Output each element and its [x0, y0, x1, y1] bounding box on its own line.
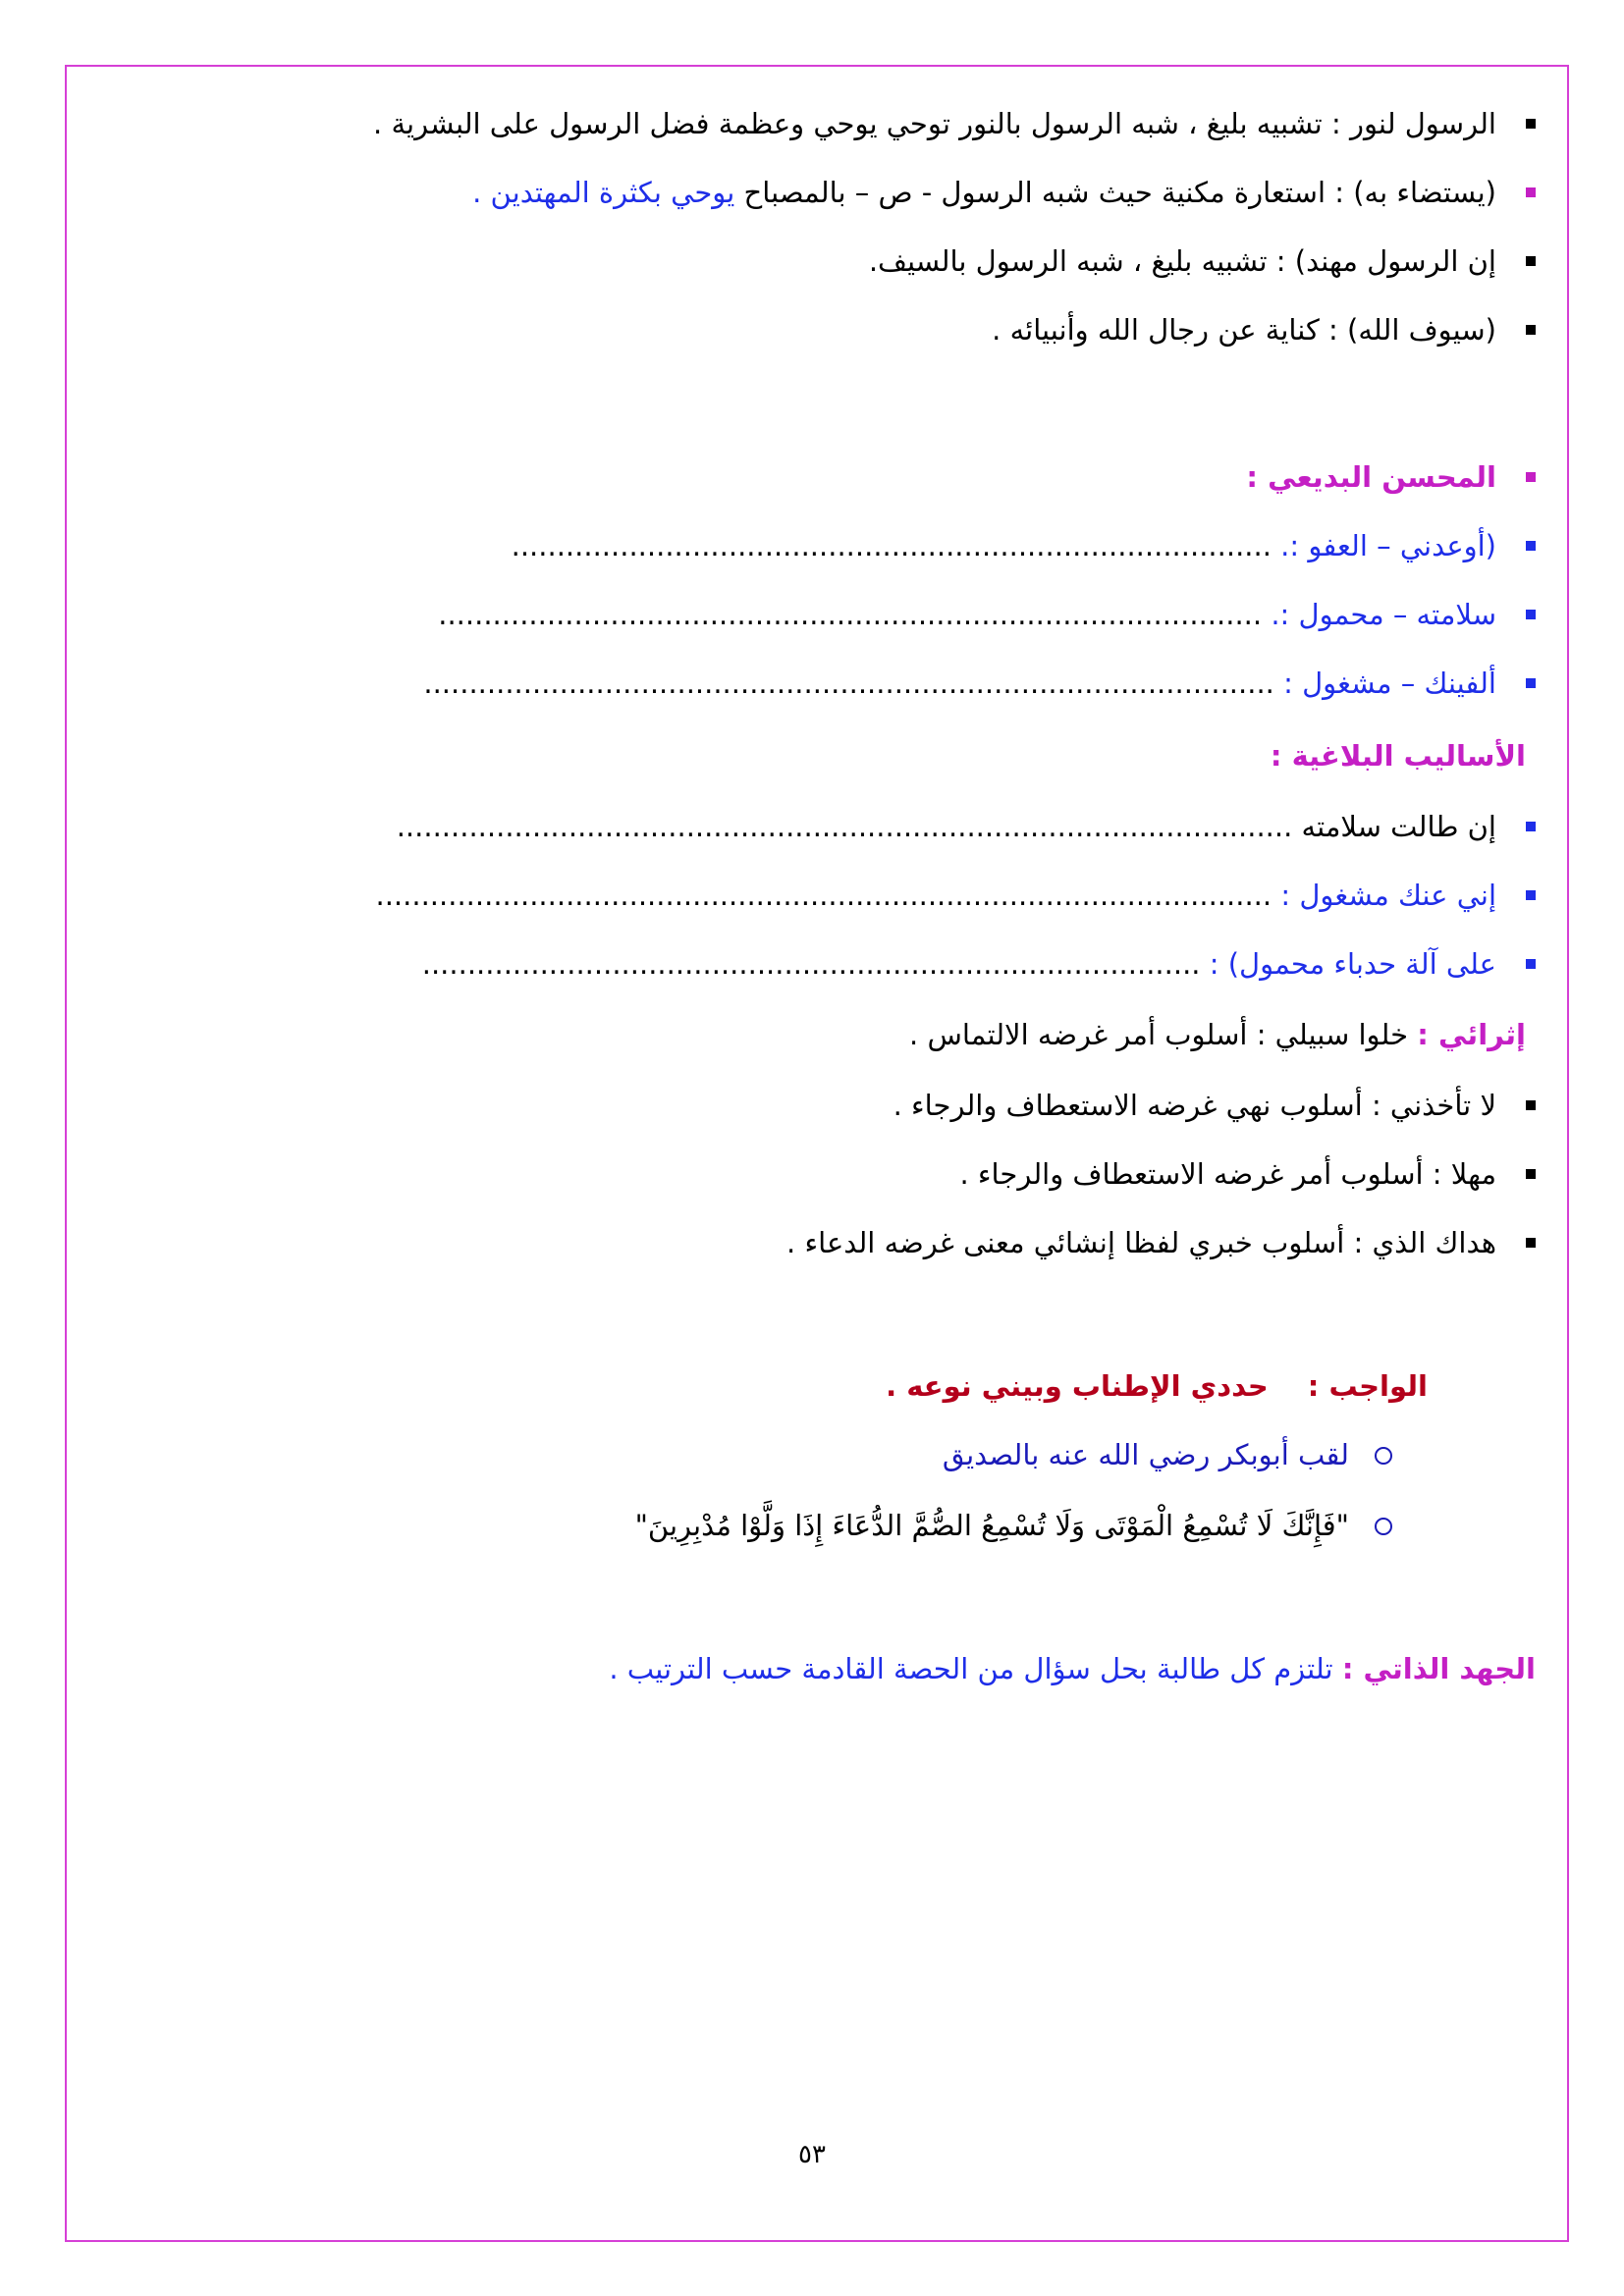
line-text: لقب أبوبكر رضي الله عنه بالصديق	[942, 1438, 1349, 1471]
fill-dots: ...........................................................................................	[438, 598, 1263, 631]
item-label: إني عنك مشغول :	[1280, 879, 1496, 912]
list-item	[397, 807, 1536, 846]
list-item	[959, 1154, 1536, 1194]
enrichment-label: إثرائي :	[1417, 1018, 1526, 1051]
fill-dots: ....................................................................................	[511, 529, 1272, 562]
square-bullet-icon	[1526, 822, 1536, 831]
enrichment-text: خلوا سبيلي : أسلوب أمر غرضه الالتماس .	[909, 1018, 1409, 1051]
square-bullet-icon	[1526, 325, 1536, 335]
square-bullet-icon	[1526, 541, 1536, 551]
item-label: على آلة حدباء محمول) :	[1209, 947, 1496, 981]
square-bullet-icon	[1526, 1100, 1536, 1110]
line-text: الرسول لنور : تشبيه بليغ ، شبه الرسول بالنور توحي يوحي وعظمة فضل الرسول على البشرية .	[373, 107, 1496, 140]
heading-text: المحسن البديعي :	[1246, 460, 1496, 494]
line-text: إن الرسول مهند) : تشبيه بليغ ، شبه الرسول بالسيف.	[868, 244, 1496, 278]
list-item	[472, 173, 1536, 212]
list-item	[943, 1435, 1392, 1474]
list-item	[869, 241, 1536, 281]
page-border	[65, 65, 1569, 2242]
list-item	[373, 104, 1536, 143]
homework-task: حددي الإطناب وبيني نوعه .	[886, 1369, 1269, 1403]
square-bullet-icon	[1526, 959, 1536, 969]
square-bullet-icon	[1526, 1238, 1536, 1248]
section-heading	[1246, 457, 1536, 497]
item-label: (أوعدني – العفو :.	[1280, 529, 1496, 562]
square-bullet-icon	[1526, 256, 1536, 266]
list-item	[893, 1086, 1536, 1125]
line-text: لا تأخذني : أسلوب نهي غرضه الاستعطاف والرجاء .	[893, 1089, 1496, 1122]
section-heading	[1271, 736, 1526, 775]
fill-dots: ..............................................................................................	[423, 667, 1274, 700]
enrichment-line	[909, 1015, 1526, 1054]
list-item	[992, 310, 1536, 349]
square-bullet-icon	[1526, 1169, 1536, 1179]
square-bullet-icon	[1526, 119, 1536, 129]
highlighted-text: يوحي بكثرة المهتدين .	[472, 176, 735, 209]
line-text: هداك الذي : أسلوب خبري لفظا إنشائي معنى غرضه الدعاء .	[786, 1226, 1496, 1259]
list-item	[423, 664, 1536, 703]
self-effort-label: الجهد الذاتي :	[1341, 1652, 1536, 1685]
circle-bullet-icon	[1375, 1518, 1392, 1535]
square-bullet-icon	[1526, 187, 1536, 197]
square-bullet-icon	[1526, 610, 1536, 619]
fill-dots: ...................................................................................................	[375, 879, 1272, 912]
fill-dots: ...................................................................................................	[396, 810, 1293, 843]
list-item	[512, 526, 1536, 565]
list-item	[438, 595, 1536, 634]
item-label: سلامته – محمول :.	[1271, 598, 1496, 631]
homework-heading	[886, 1366, 1428, 1406]
page-number: ٥٣	[798, 2140, 826, 2169]
square-bullet-icon	[1526, 472, 1536, 482]
circle-bullet-icon	[1375, 1447, 1392, 1465]
list-item	[786, 1223, 1536, 1262]
line-text: (سيوف الله) : كناية عن رجال الله وأنبيائه .	[992, 313, 1496, 347]
self-effort-text: تلتزم كل طالبة بحل سؤال من الحصة القادمة حسب الترتيب .	[609, 1652, 1333, 1685]
heading-text: الأساليب البلاغية :	[1270, 739, 1526, 773]
item-label: ألفينك – مشغول :	[1283, 667, 1496, 700]
item-label: إن طالت سلامته	[1301, 810, 1496, 843]
line-text: (يستضاء به) : استعارة مكنية حيث شبه الرسول - ص – بالمصباح	[743, 176, 1496, 209]
list-item	[422, 944, 1536, 984]
list-item	[376, 876, 1537, 915]
square-bullet-icon	[1526, 890, 1536, 900]
homework-label: الواجب :	[1307, 1369, 1428, 1403]
line-text: مهلا : أسلوب أمر غرضه الاستعطاف والرجاء .	[959, 1157, 1496, 1191]
square-bullet-icon	[1526, 678, 1536, 688]
fill-dots: ......................................................................................	[421, 947, 1201, 981]
list-item	[635, 1506, 1392, 1545]
verse-text: "فَإِنَّكَ لَا تُسْمِعُ الْمَوْتَى وَلَا تُسْمِعُ الصُّمَّ الدُّعَاءَ إِذَا وَلَّوْا مُدْبِرِينَ"	[634, 1509, 1349, 1542]
self-effort-line	[609, 1649, 1536, 1688]
